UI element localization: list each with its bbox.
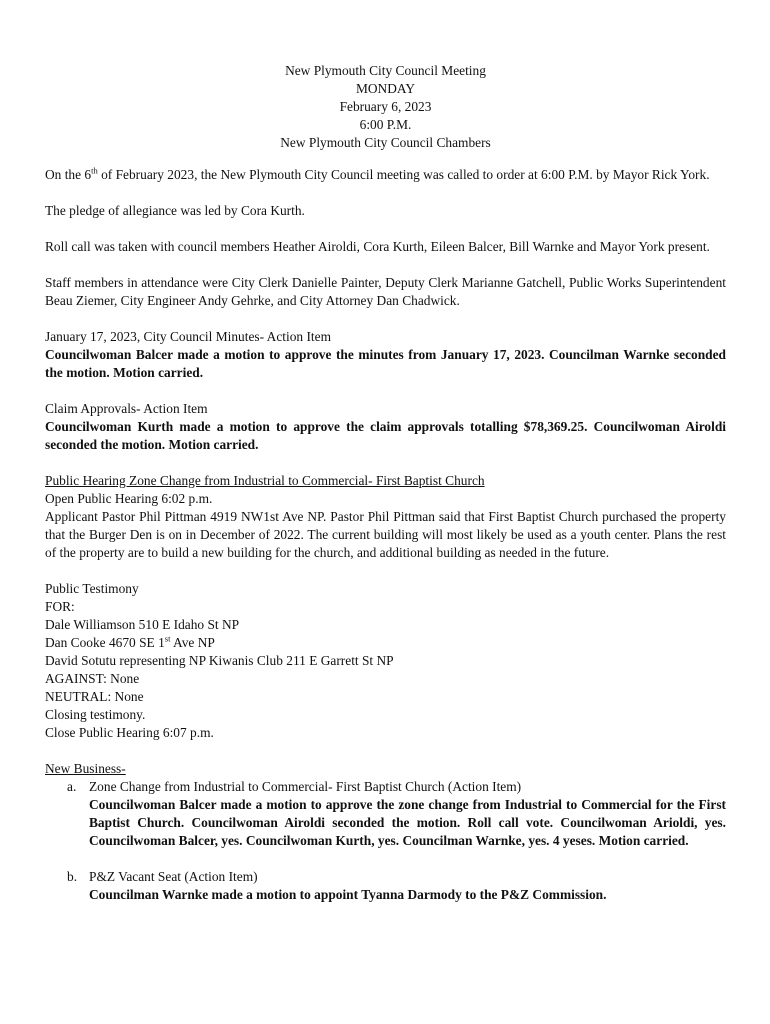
call-to-order-text-start: On the 6 (45, 167, 92, 182)
testimony-for-1: Dale Williamson 510 E Idaho St NP (45, 617, 240, 632)
list-item (67, 778, 726, 850)
pledge-paragraph: The pledge of allegiance was led by Cora Kurth. (45, 203, 305, 218)
new-business-heading: New Business- (45, 761, 126, 776)
minutes-motion: Councilwoman Balcer made a motion to approve the minutes from January 17, 2023. Councilman Warnke seconded the motion. Motion carried. (45, 347, 726, 380)
closing-testimony: Closing testimony. (45, 707, 146, 722)
testimony-for-3: David Sotutu representing NP Kiwanis Club 211 E Garrett St NP (45, 653, 394, 668)
meeting-header (45, 62, 726, 152)
claims-section (45, 400, 726, 454)
roll-call-paragraph: Roll call was taken with council members Heather Airoldi, Cora Kurth, Eileen Balcer, Bill Warnke and Mayor York present. (45, 239, 710, 254)
meeting-date: February 6, 2023 (339, 99, 432, 114)
meeting-location: New Plymouth City Council Chambers (280, 135, 491, 150)
item-title: P&Z Vacant Seat (Action Item) (89, 869, 258, 884)
public-testimony-section (45, 580, 726, 742)
list-item (67, 868, 726, 904)
testimony-heading: Public Testimony (45, 581, 139, 596)
ordinal-suffix: st (164, 633, 171, 644)
new-business-list (45, 778, 726, 904)
applicant-paragraph: Applicant Pastor Phil Pittman 4919 NW1st Ave NP. Pastor Phil Pittman said that First Baptist Church purchased the property that the Burger Den is on in December of 2022. The current building will most likely be used as a youth center. Plans the rest of the property are to build a new building for the church, and additional building as needed in the future. (45, 509, 726, 560)
item-motion: Councilwoman Balcer made a motion to approve the zone change from Industrial to Commercial for the First Baptist Church. Councilwoman Airoldi seconded the motion. Roll call vote. Councilwoman Arioldi, yes. Councilwoman Balcer, yes. Councilwoman Kurth, yes. Councilman Warnke, yes. 4 yeses. Motion carried. (89, 797, 726, 848)
call-to-order-text-end: of February 2023, the New Plymouth City Council meeting was called to order at 6:00 P.M. by Mayor Rick York. (97, 167, 710, 182)
claims-heading: Claim Approvals- Action Item (45, 401, 208, 416)
testimony-neutral: NEUTRAL: None (45, 689, 144, 704)
minutes-section (45, 328, 726, 382)
call-to-order-paragraph (45, 166, 726, 184)
item-title: Zone Change from Industrial to Commercial- First Baptist Church (Action Item) (89, 779, 522, 794)
close-hearing-line: Close Public Hearing 6:07 p.m. (45, 725, 214, 740)
public-hearing-section (45, 472, 726, 562)
testimony-for-2-end: Ave NP (170, 635, 215, 650)
minutes-heading: January 17, 2023, City Council Minutes- Action Item (45, 329, 332, 344)
item-motion: Councilman Warnke made a motion to appoint Tyanna Darmody to the P&Z Commission. (89, 887, 607, 902)
testimony-for-2 (45, 634, 726, 652)
testimony-for-2-start: Dan Cooke 4670 SE 1 (45, 635, 165, 650)
list-marker: a. (67, 779, 77, 794)
open-hearing-line: Open Public Hearing 6:02 p.m. (45, 491, 213, 506)
meeting-day: MONDAY (355, 81, 416, 96)
meeting-title: New Plymouth City Council Meeting (285, 63, 486, 78)
for-label: FOR: (45, 599, 75, 614)
document-page (45, 62, 726, 904)
claims-motion: Councilwoman Kurth made a motion to approve the claim approvals totalling $78,369.25. Councilwoman Airoldi seconded the motion. Motion carried. (45, 419, 726, 452)
ordinal-suffix: th (91, 165, 98, 176)
staff-paragraph: Staff members in attendance were City Clerk Danielle Painter, Deputy Clerk Marianne Gatchell, Public Works Superintendent Beau Ziemer, City Engineer Andy Gehrke, and City Attorney Dan Chadwick. (45, 275, 726, 308)
meeting-time: 6:00 P.M. (359, 117, 412, 132)
new-business-section (45, 760, 726, 904)
testimony-against: AGAINST: None (45, 671, 140, 686)
public-hearing-heading: Public Hearing Zone Change from Industrial to Commercial- First Baptist Church (45, 473, 485, 488)
list-marker: b. (67, 869, 78, 884)
